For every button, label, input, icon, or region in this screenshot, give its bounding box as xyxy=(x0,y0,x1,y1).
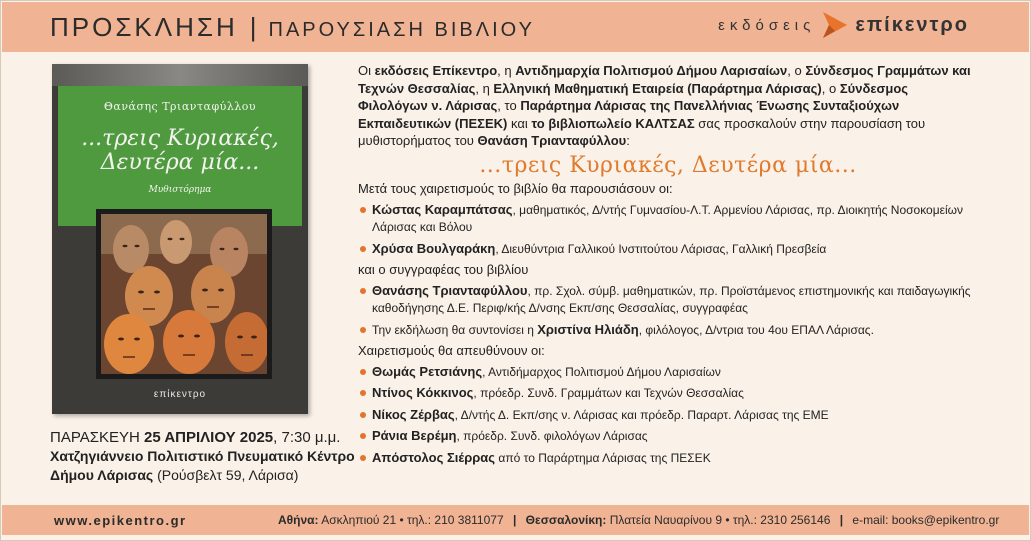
list-item xyxy=(358,282,998,318)
item-prefix: Την εκδήλωση θα συντονίσει η xyxy=(372,322,538,337)
header-subtitle: ΠΑΡΟΥΣΙΑΣΗ ΒΙΒΛΙΟΥ xyxy=(268,18,535,41)
intro-text: , ο xyxy=(821,80,840,96)
book-title: ...τρεις Κυριακές, Δευτέρα μία... xyxy=(479,152,857,178)
presenters-list xyxy=(358,201,998,259)
cover-genre: Μυθιστόρημα xyxy=(148,185,212,195)
author-name: Θανάσης Τριανταφύλλου xyxy=(372,282,528,298)
event-details xyxy=(50,428,355,485)
intro-text: , η xyxy=(475,80,494,96)
list-item xyxy=(358,427,998,446)
event-venue-line2 xyxy=(50,466,350,485)
greeter-desc: , πρόεδρ. Συνδ. Γραμμάτων και Τεχνών Θεσσαλίας xyxy=(473,386,744,400)
footer-website-link[interactable]: www.epikentro.gr xyxy=(54,512,187,528)
cover-title-line2: Δευτέρα μία... xyxy=(100,150,260,175)
organizer-bookstore: το βιβλιοπωλείο ΚΑΛΤΣΑΣ xyxy=(531,115,695,131)
cover-publisher: επίκεντρο xyxy=(153,389,207,400)
presenters-heading: Μετά τους χαιρετισμούς το βιβλίο θα παρουσιάσουν οι: xyxy=(358,181,673,196)
event-day: ΠΑΡΑΣΚΕΥΗ xyxy=(50,429,140,446)
cover-texture xyxy=(52,64,308,86)
author-desc: , πρ. Σχολ. σύμβ. μαθηματικών, πρ. Προϊστάμενος επιστημονικής και παιδαγωγικής καθοδήγησης Δ.Ε. Περιφ/κής Δ/νσης Εκπ/σης Θεσσαλίας, συγγραφέας xyxy=(372,283,971,315)
event-datetime xyxy=(50,428,350,447)
presenter-desc: , μαθηματικός, Δ/ντής Γυμνασίου-Λ.Τ. Αρμενίου Λάρισας, πρ. Διοικητής Νοσοκομείων Λάρισας και Βόλου xyxy=(372,202,964,234)
intro-text: , η xyxy=(497,63,516,78)
logo-name: επίκεντρο xyxy=(855,13,969,36)
greeter-desc: από το Παράρτημα Λάρισας της ΠΕΣΕΚ xyxy=(495,450,711,465)
intro-text: σας προσκαλούν στην παρουσίαση του μυθιστορήματος του xyxy=(358,115,926,148)
event-date: 25 ΑΠΡΙΛΙΟΥ 2025 xyxy=(144,429,274,446)
intro-text: Οι xyxy=(358,63,375,78)
presenter-name: Χρύσα Βουλγαράκη xyxy=(372,240,496,256)
list-item xyxy=(358,363,998,382)
list-item xyxy=(358,240,998,259)
greeter-desc: , Αντιδήμαρχος Πολιτισμού Δήμου Λαρισαίων xyxy=(482,364,721,379)
intro-text: , το xyxy=(497,98,521,113)
faces-painting-image xyxy=(101,214,267,374)
footer-separator: | xyxy=(512,513,517,527)
footer-email-link[interactable]: e-mail: books@epikentro.gr xyxy=(852,513,1000,527)
footer-thess-info: Πλατεία Ναυαρίνου 9 • τηλ.: 2310 256146 xyxy=(606,513,831,527)
cover-title-line1: ...τρεις Κυριακές, xyxy=(81,126,279,151)
event-venue-city: Δήμου Λάρισας xyxy=(50,467,154,483)
header-title: ΠΡΟΣΚΛΗΣΗ xyxy=(50,11,238,42)
footer-athens-label: Αθήνα: xyxy=(278,513,319,527)
greeter-desc: , πρόεδρ. Συνδ. φιλολόγων Λάρισας xyxy=(456,429,648,443)
presenter-name: Κώστας Καραμπάτσας xyxy=(372,201,513,217)
list-item xyxy=(358,384,998,403)
greetings-heading: Χαιρετισμούς θα απευθύνουν οι: xyxy=(358,343,545,358)
event-venue-line1: Χατζηγιάννειο Πολιτιστικό Πνευματικό Κέντρο xyxy=(50,448,355,464)
author-name-mention: Θανάση Τριανταφύλλου xyxy=(477,133,627,148)
coordinator-name: Χριστίνα Ηλιάδη xyxy=(537,321,639,337)
footer-separator: | xyxy=(839,513,844,527)
publisher-logo xyxy=(718,10,969,40)
greeter-desc: , Δ/ντής Δ. Εκπ/σης ν. Λάρισας και πρόεδρ. Παραρτ. Λάρισας της ΕΜΕ xyxy=(454,407,829,422)
header-bar xyxy=(2,2,1029,52)
event-time: , 7:30 μ.μ. xyxy=(273,429,341,446)
intro-text: : xyxy=(626,133,630,148)
greeter-name: Απόστολος Σιέρρας xyxy=(372,449,496,465)
list-item xyxy=(358,449,998,468)
organizer-arts-association: Σύνδεσμος Γραμμάτων και Τεχνών Θεσσαλίας xyxy=(358,63,971,96)
book-cover xyxy=(52,64,308,414)
coordinator-desc: , φιλόλογος, Δ/ντρια του 4ου ΕΠΑΛ Λάρισας. xyxy=(638,322,874,337)
greeter-name: Ντίνος Κόκκινος xyxy=(372,385,474,400)
organizer-math-society: Ελληνική Μαθηματική Εταιρεία (Παράρτημα Λάρισας) xyxy=(493,80,822,96)
organizer-philologists: Σύνδεσμος Φιλολόγων ν. Λάρισας xyxy=(358,80,909,113)
organizer-municipality: Αντιδημαρχία Πολιτισμού Δήμου Λαρισαίων xyxy=(515,63,788,78)
presenter-desc: , Διευθύντρια Γαλλικού Ινστιτούτου Λάρισας, Γαλλική Πρεσβεία xyxy=(495,241,827,256)
organizer-publisher: εκδόσεις Επίκεντρο xyxy=(374,63,498,78)
list-item xyxy=(358,406,998,425)
organizer-pesek: Παράρτημα Λάρισας της Πανελλήνιας Ένωσης Συνταξιούχων Εκπαιδευτικών (ΠΕΣΕΚ) xyxy=(358,98,900,131)
greeter-name: Νίκος Ζέρβας xyxy=(372,406,455,422)
greeter-name: Θωμάς Ρετσιάνης xyxy=(372,363,483,379)
cover-title-panel xyxy=(58,86,302,226)
list-item xyxy=(358,321,998,340)
footer-contact-info xyxy=(278,513,999,527)
greeter-name: Ράνια Βερέμη xyxy=(372,428,457,443)
invitation-body xyxy=(358,62,998,470)
list-item xyxy=(358,201,998,237)
event-address: (Ρούσβελτ 59, Λάρισα) xyxy=(153,467,299,483)
cover-painting xyxy=(96,209,272,379)
logo-mark-icon xyxy=(821,10,849,40)
intro-paragraph xyxy=(358,62,978,150)
author-heading: και ο συγγραφέας του βιβλίου xyxy=(358,262,529,277)
author-list xyxy=(358,282,998,340)
cover-author: Θανάσης Τριανταφύλλου xyxy=(103,100,257,113)
greetings-list xyxy=(358,363,998,468)
footer-athens-info: Ασκληπιού 21 • τηλ.: 210 3811077 xyxy=(318,513,504,527)
intro-text: , ο xyxy=(787,63,806,78)
header-separator: | xyxy=(249,11,257,42)
logo-prefix: εκδόσεις xyxy=(718,16,816,34)
footer-bar xyxy=(2,505,1029,535)
footer-thess-label: Θεσσαλονίκη: xyxy=(525,513,607,527)
header-title-group xyxy=(50,12,535,43)
intro-text: και xyxy=(507,115,532,131)
cover-title xyxy=(58,127,302,175)
